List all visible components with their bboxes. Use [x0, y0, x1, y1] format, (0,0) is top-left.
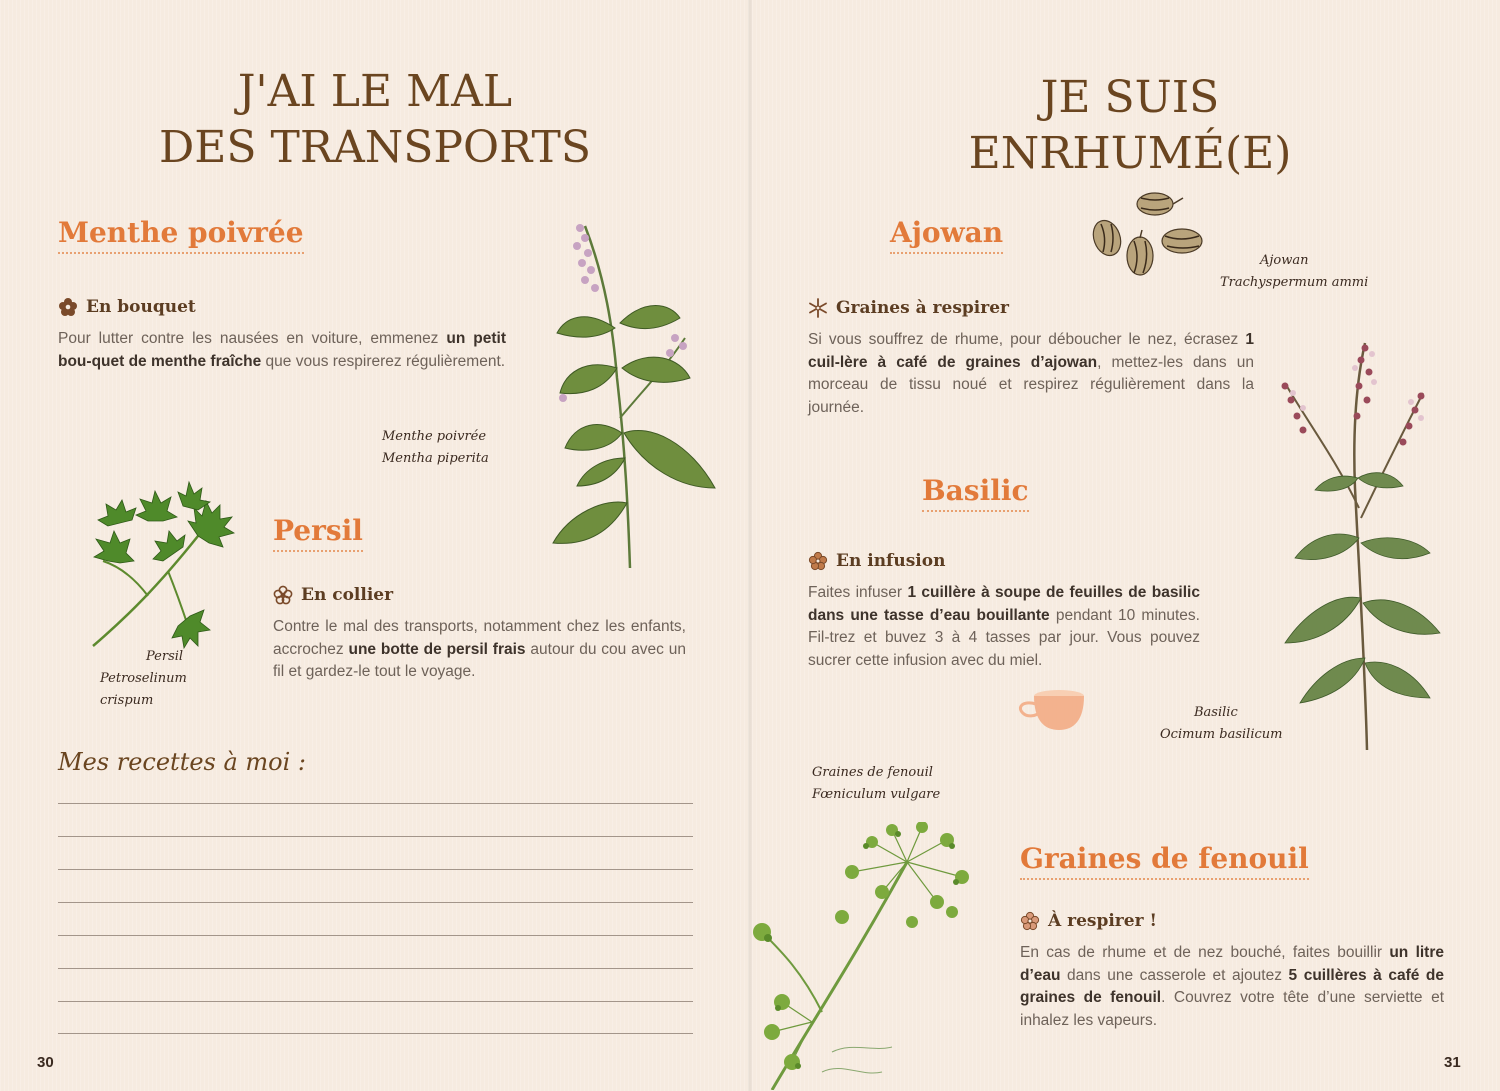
caption-latin: Fœniculum vulgare — [812, 787, 941, 802]
flower-icon — [808, 551, 828, 571]
title-line-2: DES TRANSPORTS — [159, 122, 591, 173]
text-part: Contre le mal des transports, notamment chez les enfants, accrochez — [273, 618, 686, 658]
page-number-left: 30 — [37, 1054, 54, 1071]
writing-line[interactable] — [58, 1033, 693, 1034]
section-title-menthe: Menthe poivrée — [58, 216, 304, 254]
writing-line[interactable] — [58, 836, 693, 837]
snowflake-icon — [808, 298, 828, 318]
caption-latin: Petroselinum crispum — [100, 671, 187, 708]
text-bold: un petit bou-quet de menthe fraîche — [58, 330, 506, 370]
text-part: dans une casserole et ajoutez — [1060, 966, 1289, 984]
section-title-fenouil: Graines de fenouil — [1020, 842, 1309, 880]
writing-line[interactable] — [58, 1001, 693, 1002]
text-part: En cas de rhume et de nez bouché, faites bouillir — [1020, 944, 1390, 961]
text-part: Si vous souffrez de rhume, pour déboucher le nez, écrasez — [808, 331, 1246, 348]
flower-icon — [58, 297, 78, 317]
flower-icon — [1020, 911, 1040, 931]
page-title-right: JE SUIS ENRHUMÉ(E) — [968, 72, 1292, 179]
subhead-en-collier — [273, 584, 393, 606]
caption-common: Graines de fenouil — [812, 765, 933, 780]
text-part: pendant 10 minutes. Fil-trez et buvez 3 à 4 tasses par jour. Vous pouvez sucrer cette infusion avec du miel. — [808, 606, 1200, 669]
page-number-right: 31 — [1444, 1054, 1461, 1071]
subhead-label: En collier — [301, 585, 394, 605]
basilic-text — [808, 582, 1200, 672]
caption-latin: Ocimum basilicum — [1160, 727, 1283, 742]
caption-common: Persil — [146, 649, 184, 664]
text-part: , mettez-les dans un morceau de tissu noué et respirez régulièrement dans la journée. — [808, 353, 1254, 416]
basil-plant-illustration — [1255, 338, 1450, 753]
flower-icon — [273, 585, 293, 605]
caption-common: Menthe poivrée — [382, 429, 487, 444]
writing-line[interactable] — [58, 935, 693, 936]
writing-line[interactable] — [58, 968, 693, 969]
section-title-basilic: Basilic — [922, 474, 1029, 512]
text-bold: 1 cuillère à soupe de feuilles de basilic dans une tasse d’eau bouillante — [808, 584, 1200, 624]
subhead-graines-a-respirer — [808, 297, 1009, 319]
caption-common: Ajowan — [1260, 253, 1309, 268]
fennel-illustration — [752, 822, 977, 1090]
caption-menthe — [382, 426, 489, 470]
recettes-title: Mes recettes à moi : — [58, 748, 307, 776]
section-title-persil: Persil — [273, 514, 363, 552]
text-part: que vous respirerez régulièrement. — [261, 352, 506, 370]
menthe-text — [58, 328, 506, 373]
parsley-illustration — [88, 476, 238, 651]
caption-persil — [100, 646, 240, 712]
text-part: Pour lutter contre les nausées en voiture, emmenez — [58, 330, 447, 347]
right-page — [750, 0, 1500, 1091]
subhead-en-infusion — [808, 550, 945, 572]
caption-common: Basilic — [1194, 705, 1238, 720]
caption-basilic — [1160, 702, 1282, 746]
caption-latin: Trachyspermum ammi — [1220, 275, 1369, 290]
title-line-1: J'AI LE MAL — [237, 66, 513, 117]
writing-line[interactable] — [58, 869, 693, 870]
text-part: . Couvrez votre tête d’une serviette et inhalez les vapeurs. — [1020, 989, 1444, 1029]
text-bold: un litre d’eau — [1020, 944, 1444, 984]
section-title-ajowan: Ajowan — [890, 216, 1003, 254]
mint-plant-illustration — [525, 218, 725, 573]
subhead-a-respirer — [1020, 910, 1157, 932]
caption-latin: Mentha piperita — [382, 451, 489, 466]
text-part: Faites infuser — [808, 584, 908, 601]
text-bold: une botte de persil frais — [348, 640, 526, 658]
writing-line[interactable] — [58, 803, 693, 804]
ajowan-seeds-illustration — [1085, 186, 1210, 286]
text-bold: 5 cuillères à café de graines de fenouil — [1020, 966, 1444, 1006]
writing-line[interactable] — [58, 902, 693, 903]
subhead-label: En bouquet — [86, 297, 196, 317]
caption-fenouil — [812, 762, 940, 806]
tea-cup-icon — [1014, 688, 1086, 732]
caption-ajowan — [1220, 250, 1368, 294]
subhead-label: À respirer ! — [1048, 911, 1157, 931]
persil-text — [273, 616, 686, 684]
text-part: autour du cou avec un fil et gardez-le tout le voyage. — [273, 640, 686, 680]
subhead-en-bouquet — [58, 296, 196, 318]
text-bold: 1 cuil-lère à café de graines d’ajowan — [808, 331, 1254, 371]
ajowan-text — [808, 329, 1254, 419]
page-title-left — [110, 64, 640, 176]
subhead-label: Graines à respirer — [836, 298, 1009, 318]
fenouil-text — [1020, 942, 1444, 1032]
subhead-label: En infusion — [836, 551, 946, 571]
